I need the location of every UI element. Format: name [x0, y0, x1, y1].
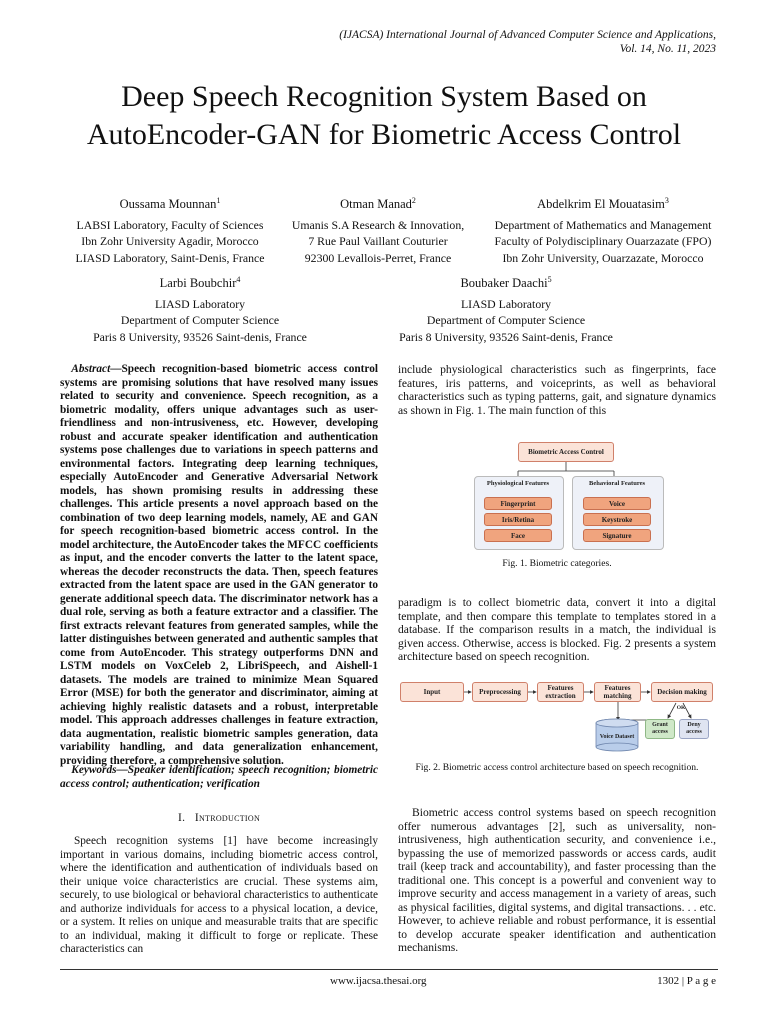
author-affil: Umanis S.A Research & Innovation, — [291, 217, 465, 232]
author-affil: Department of Computer Science — [120, 313, 280, 328]
footer-url[interactable]: www.ijacsa.thesai.org — [330, 975, 427, 987]
figure-1-caption: Fig. 1. Biometric categories. — [502, 558, 612, 569]
fig1-left-title: Physiological Features — [486, 479, 550, 487]
author-affil: LIASD Laboratory, Saint-Denis, France — [75, 250, 265, 265]
footer-page: 1302 | P a g e — [657, 975, 716, 987]
section-heading — [60, 812, 378, 824]
journal-header-line1: (IJACSA) International Journal of Advanced Computer Science and Applications, — [339, 29, 716, 41]
fig2-preprocessing-box: Preprocessing — [472, 682, 528, 702]
fig1-signature-box: Signature — [583, 529, 651, 542]
author-affil: LABSI Laboratory, Faculty of Sciences — [76, 217, 264, 232]
author-affil: LIASD Laboratory — [460, 296, 552, 311]
fig2-dataset-label: Voice Dataset — [599, 734, 635, 740]
abstract-label: Abstract — [71, 363, 111, 375]
figure-2-caption: Fig. 2. Biometric access control architecture based on speech recognition. — [415, 762, 699, 773]
right-paragraph-1: include physiological characteristics such as fingerprints, face features, iris patterns, and voiceprints, as well as behavioral characteristics such as typing patterns, gait, and signature dynamics as shown in Fig. 1. The main function of this — [398, 363, 716, 417]
fig1-iris-box: Iris/Retina — [484, 513, 552, 526]
intro-paragraph: Speech recognition systems [1] have become increasingly important in various domains, including biometric access control, where the identification and authentication of individuals based on their unique voice characteristics are crucial. These systems aim, securely, to use biological or behavioral characteristics to authenticate and authorize individuals for access to a physical location, a device, or a system. It relies on unique and measurable traits that are specific to an individual, making it difficult to forge or replicate. These characteristics can — [60, 835, 378, 955]
section-number: I. — [177, 812, 186, 824]
author-affil: Paris 8 University, 93526 Saint-denis, France — [93, 329, 307, 344]
author-affil: Faculty of Polydisciplinary Ouarzazate (FPO) — [494, 234, 712, 249]
fig1-voice-box: Voice — [583, 497, 651, 510]
journal-header-line2: Vol. 14, No. 11, 2023 — [619, 43, 716, 55]
author-name: Boubaker Daachi — [460, 276, 548, 291]
keywords-label: Keywords — [71, 764, 117, 776]
figure-2 — [398, 678, 716, 770]
keywords-text: —Speaker identification; speech recognition; biometric access control; authentication; verification — [60, 764, 378, 790]
author-block-5 — [386, 272, 626, 345]
fig1-face-box: Face — [484, 529, 552, 542]
fig2-input-box: Input — [400, 682, 464, 702]
author-block-3 — [476, 193, 730, 266]
author-affil: LIASD Laboratory — [154, 296, 246, 311]
paper-title-line1: Deep Speech Recognition System Based on — [121, 80, 647, 113]
paper-title — [0, 78, 768, 154]
abstract-text: —Speech recognition-based biometric access control systems are promising solutions that have resolved many issues related to security and convenience. Speech recognition, as a biometric modality, offers unique advantages such as user-friendliness and non-intrusiveness, etc. However, developing robust and accurate speaker identification and authentication systems pose challenges due to variations in speech patterns and environmental factors. Integrating deep learning techniques, especially AutoEncoder and Generative Adversarial Network models, has shown promising results in addressing these challenges. This article presents a novel approach based on the combination of two deep learning models, namely, AE and GAN for speech recognition-based biometric access control. In the model architecture, the AutoEncoder takes the MFCC coefficients as input, and the encoder converts the latter to the latent space, whereas the decoder reconstructs the data. Then, speech features extracted from the latent space are used in the GAN generator to generate additional speech data. The discriminator network has a dual role, serving as both a feature extractor and a classifier. The first extracts relevant features from generated samples, while the latter distinguishes between generated and authentic samples that come from AutoEncoder. This strategy outperforms DNN and LSTM models on VoxCeleb 2, LibriSpeech, and Aishell-1 datasets. The models are trained to minimize Mean Squared Error (MSE) for both the generator and discriminator, aiming at achieving highly realistic datasets and a robust, interpretable model. This approach addresses challenges in feature extraction, data augmentation, realistic biometric samples generation, data variability handling, and data generalization enhancement, providing therefore, a comprehensive solution. — [60, 363, 378, 767]
fig2-features-extraction-box: Features extraction — [537, 682, 584, 702]
author-sup: 3 — [664, 196, 669, 205]
footer-rule — [60, 969, 718, 970]
author-name: Oussama Mounnan — [119, 197, 217, 212]
author-affil: 7 Rue Paul Vaillant Couturier — [308, 234, 448, 249]
author-sup: 2 — [411, 196, 416, 205]
paper-title-line2: AutoEncoder-GAN for Biometric Access Control — [86, 118, 682, 151]
fig1-keystroke-box: Keystroke — [583, 513, 651, 526]
author-name: Larbi Boubchir — [159, 276, 237, 291]
fig1-fingerprint-box: Fingerprint — [484, 497, 552, 510]
author-name: Abdelkrim El Mouatasim — [537, 197, 665, 212]
author-affil: Ibn Zohr University Agadir, Morocco — [81, 234, 259, 249]
fig2-decision-box: Decision making — [651, 682, 713, 702]
author-block-4 — [80, 272, 320, 345]
author-sup: 1 — [216, 196, 221, 205]
author-affil: Paris 8 University, 93526 Saint-denis, France — [399, 329, 613, 344]
journal-header — [339, 28, 716, 56]
fig1-root-box: Biometric Access Control — [518, 442, 614, 462]
author-affil: Department of Computer Science — [426, 313, 586, 328]
keywords — [60, 764, 378, 791]
author-block-1 — [60, 193, 280, 266]
author-name: Otman Manad — [340, 197, 412, 212]
fig2-deny-box: Deny access — [679, 719, 709, 739]
fig2-ok-label: OK — [676, 705, 686, 711]
fig2-features-matching-box: Features matching — [594, 682, 641, 702]
fig2-grant-box: Grant access — [645, 719, 675, 739]
author-sup: 5 — [547, 275, 552, 284]
author-sup: 4 — [236, 275, 241, 284]
section-title: Introduction — [194, 812, 261, 824]
figure-1 — [474, 438, 664, 550]
author-block-2 — [280, 193, 476, 266]
author-affil: Ibn Zohr University, Ouarzazate, Morocco — [502, 250, 704, 265]
right-paragraph-2: paradigm is to collect biometric data, convert it into a digital template, and then compare this template to templates stored in a database. If the comparison results in a match, the individual is given access. Otherwise, access is blocked. Fig. 2 presents a system architecture based on speech recognition. — [398, 596, 716, 663]
author-affil: 92300 Levallois-Perret, France — [304, 250, 452, 265]
fig1-right-title: Behavioral Features — [588, 479, 646, 487]
abstract — [60, 363, 378, 768]
author-affil: Department of Mathematics and Management — [494, 217, 712, 232]
right-paragraph-3: Biometric access control systems based on speech recognition offer numerous advantages [2], such as universality, non-intrusiveness, high authentication security, and convenience i.e., bypassing the use of memorized passwords or access cards, audit trail (keep track and accountability), and faster processing than the traditional one. This concept is a powerful and convenient way to improve security and access management in a variety of areas, such as physical facilities, digital systems, and digital transactions. . . etc. However, to achieve reliable and robust performance, it is essential to develop accurate speaker identification and authentication mechanisms. — [398, 806, 716, 954]
